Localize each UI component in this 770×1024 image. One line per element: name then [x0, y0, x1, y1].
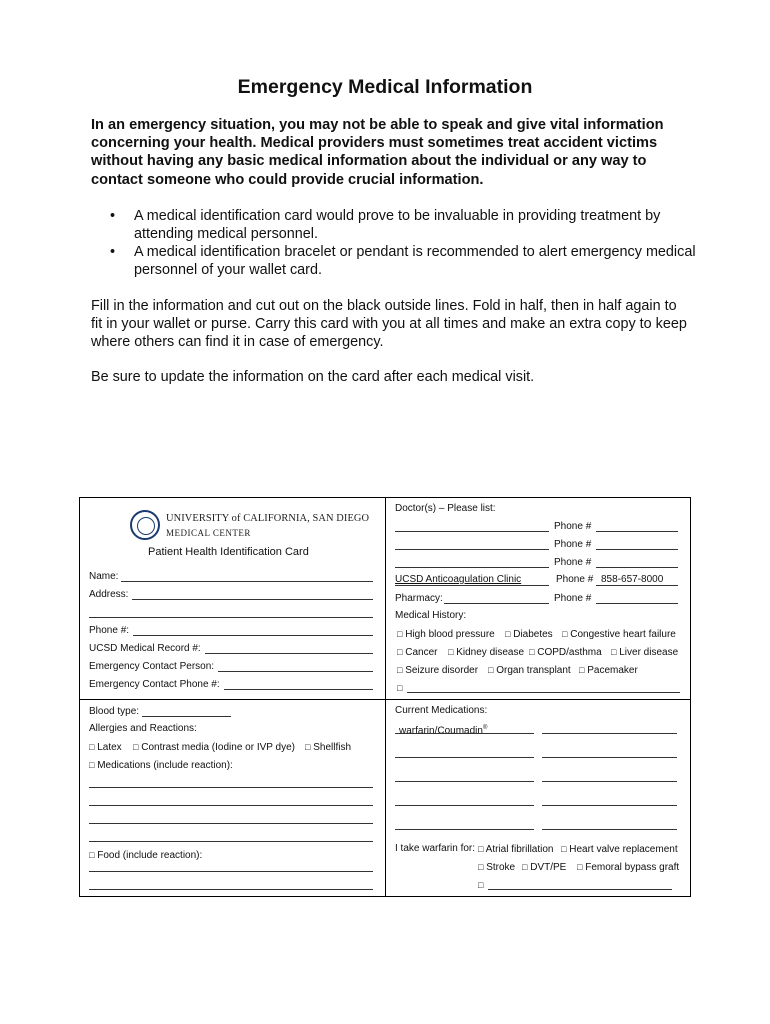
- doctor-name-field[interactable]: [395, 531, 549, 532]
- doctor-phone-field[interactable]: [596, 549, 678, 550]
- medication-line[interactable]: [395, 829, 534, 830]
- doctor-phone-label: Phone #: [554, 557, 592, 568]
- reason-dvt[interactable]: □ DVT/PE: [522, 862, 567, 873]
- history-copd[interactable]: □ COPD/asthma: [529, 647, 602, 658]
- history-cancer[interactable]: □ Cancer: [397, 647, 438, 658]
- food-reaction-line[interactable]: [89, 889, 373, 890]
- address-field-line2[interactable]: [89, 617, 373, 618]
- allergy-latex[interactable]: □ Latex: [89, 742, 122, 753]
- medication-line[interactable]: [395, 805, 534, 806]
- history-high-blood-pressure[interactable]: □ High blood pressure: [397, 629, 495, 640]
- emergency-contact-field[interactable]: [218, 671, 373, 672]
- checkbox-icon[interactable]: □: [133, 742, 139, 752]
- history-other-field[interactable]: [407, 692, 680, 693]
- current-medications-label: Current Medications:: [395, 705, 488, 716]
- medication-line[interactable]: [395, 781, 534, 782]
- allergy-contrast[interactable]: □ Contrast media (Iodine or IVP dye): [133, 742, 295, 753]
- doctor-name-field[interactable]: [395, 549, 549, 550]
- medication-line[interactable]: [542, 805, 677, 806]
- history-other[interactable]: [397, 682, 402, 695]
- reason-stroke[interactable]: □ Stroke: [478, 862, 516, 873]
- name-field[interactable]: [121, 581, 373, 582]
- warfarin-entry: warfarin/Coumadin®: [399, 725, 488, 737]
- emergency-phone-field[interactable]: [224, 689, 373, 690]
- bullet-item: • A medical identification card would prove to be invaluable in providing treatment by attending medical personnel.: [110, 208, 661, 242]
- bullet-icon: •: [110, 244, 116, 260]
- allergy-shellfish[interactable]: □ Shellfish: [305, 742, 352, 753]
- page-title: Emergency Medical Information: [237, 76, 533, 98]
- history-liver[interactable]: □ Liver disease: [611, 647, 679, 658]
- doctor-phone-field[interactable]: [596, 567, 678, 568]
- phone-field[interactable]: [133, 635, 373, 636]
- blood-type-field[interactable]: [142, 716, 231, 717]
- checkbox-icon[interactable]: □: [611, 647, 617, 657]
- food-reaction-line[interactable]: [89, 871, 373, 872]
- checkbox-icon[interactable]: □: [478, 880, 484, 890]
- name-label: Name:: [89, 571, 119, 582]
- checkbox-icon[interactable]: □: [562, 629, 568, 639]
- intro-paragraph: In an emergency situation, you may not be able to speak and give vital information concerning your health. Medical providers must sometimes treat accident victims without having any basic medical information about the individual or any way to contact someone who could provide crucial information.: [91, 117, 664, 188]
- doctor-phone-label: Phone #: [554, 521, 592, 532]
- checkbox-icon[interactable]: □: [448, 647, 454, 657]
- ucsd-logo: [130, 510, 370, 546]
- history-chf[interactable]: □ Congestive heart failure: [562, 629, 676, 640]
- blood-type-label: Blood type:: [89, 706, 140, 717]
- checkbox-icon[interactable]: □: [397, 647, 403, 657]
- medication-reaction-line[interactable]: [89, 823, 373, 824]
- checkbox-icon[interactable]: □: [561, 844, 567, 854]
- reason-afib[interactable]: □ Atrial fibrillation: [478, 844, 554, 855]
- medication-line[interactable]: [542, 781, 677, 782]
- checkbox-icon[interactable]: □: [89, 742, 95, 752]
- doctor-name-field[interactable]: [395, 567, 549, 568]
- medication-line[interactable]: [395, 733, 534, 734]
- update-note: Be sure to update the information on the card after each medical visit.: [91, 369, 535, 385]
- address-label: Address:: [89, 589, 129, 600]
- bullet-icon: •: [110, 208, 116, 224]
- history-diabetes[interactable]: □ Diabetes: [505, 629, 553, 640]
- checkbox-icon[interactable]: □: [397, 683, 403, 693]
- checkbox-icon[interactable]: □: [529, 647, 535, 657]
- medication-reaction-line[interactable]: [89, 805, 373, 806]
- checkbox-icon[interactable]: □: [397, 629, 403, 639]
- instructions-paragraph: Fill in the information and cut out on the black outside lines. Fold in half, then in half again to fit in your wallet or purse. Carry this card with you at all times and make an extra copy to keep where others can find it in case of emergency.: [91, 298, 687, 351]
- clinic-line: [395, 585, 549, 586]
- clinic-name: UCSD Anticoagulation Clinic: [395, 574, 522, 585]
- warfarin-for-label: I take warfarin for:: [395, 843, 476, 854]
- medical-record-label: UCSD Medical Record #:: [89, 643, 201, 654]
- medication-line[interactable]: [395, 757, 534, 758]
- emergency-phone-label: Emergency Contact Phone #:: [89, 679, 220, 690]
- card-title: Patient Health Identification Card: [148, 546, 309, 558]
- allergy-medications[interactable]: □ Medications (include reaction):: [89, 760, 233, 771]
- medication-reaction-line[interactable]: [89, 841, 373, 842]
- university-seal-icon: [130, 510, 160, 540]
- history-kidney[interactable]: □ Kidney disease: [448, 647, 525, 658]
- doctor-phone-field[interactable]: [596, 531, 678, 532]
- medication-line[interactable]: [542, 733, 677, 734]
- medication-line[interactable]: [542, 757, 677, 758]
- phone-label: Phone #:: [89, 625, 130, 636]
- pharmacy-label: Pharmacy:: [395, 593, 443, 604]
- checkbox-icon[interactable]: □: [478, 844, 484, 854]
- logo-university-text: UNIVERSITY of CALIFORNIA, SAN DIEGO: [166, 513, 370, 524]
- emergency-contact-label: Emergency Contact Person:: [89, 661, 215, 672]
- history-pacemaker[interactable]: □ Pacemaker: [579, 665, 638, 676]
- checkbox-icon[interactable]: □: [505, 629, 511, 639]
- history-seizure[interactable]: □ Seizure disorder: [397, 665, 479, 676]
- reason-heart-valve[interactable]: □ Heart valve replacement: [561, 844, 678, 855]
- medication-reaction-line[interactable]: [89, 787, 373, 788]
- doctors-label: Doctor(s) – Please list:: [395, 503, 496, 514]
- bullet-list: [110, 207, 710, 279]
- reason-femoral[interactable]: □ Femoral bypass graft: [577, 862, 680, 873]
- pharmacy-phone-label: Phone #: [554, 593, 592, 604]
- clinic-phone-line: [596, 585, 678, 586]
- reason-other[interactable]: [478, 879, 483, 892]
- checkbox-icon[interactable]: □: [89, 760, 95, 770]
- allergies-label: Allergies and Reactions:: [89, 723, 197, 734]
- checkbox-icon[interactable]: □: [488, 665, 494, 675]
- bullet-item: • A medical identification bracelet or pendant is recommended to alert emergency medical personnel of your wallet card.: [110, 244, 696, 278]
- pharmacy-phone-field[interactable]: [596, 603, 678, 604]
- history-transplant[interactable]: □ Organ transplant: [488, 665, 571, 676]
- checkbox-icon[interactable]: □: [478, 862, 484, 872]
- medication-line[interactable]: [542, 829, 677, 830]
- clinic-phone: 858-657-8000: [601, 574, 664, 585]
- checkbox-icon[interactable]: □: [305, 742, 311, 752]
- checkbox-icon[interactable]: □: [577, 862, 583, 872]
- checkbox-icon[interactable]: □: [522, 862, 528, 872]
- checkbox-icon[interactable]: □: [89, 850, 95, 860]
- pharmacy-field[interactable]: [444, 603, 549, 604]
- doctor-phone-label: Phone #: [554, 539, 592, 550]
- allergy-food[interactable]: □ Food (include reaction):: [89, 850, 203, 861]
- card-fold-vertical: [385, 497, 386, 897]
- medical-record-field[interactable]: [205, 653, 373, 654]
- reason-other-field[interactable]: [488, 889, 672, 890]
- clinic-phone-label: Phone #: [556, 574, 594, 585]
- checkbox-icon[interactable]: □: [397, 665, 403, 675]
- checkbox-icon[interactable]: □: [579, 665, 585, 675]
- medical-history-label: Medical History:: [395, 610, 467, 621]
- card-fold-horizontal: [79, 699, 691, 700]
- address-field[interactable]: [132, 599, 373, 600]
- logo-center-text: MEDICAL CENTER: [166, 528, 251, 538]
